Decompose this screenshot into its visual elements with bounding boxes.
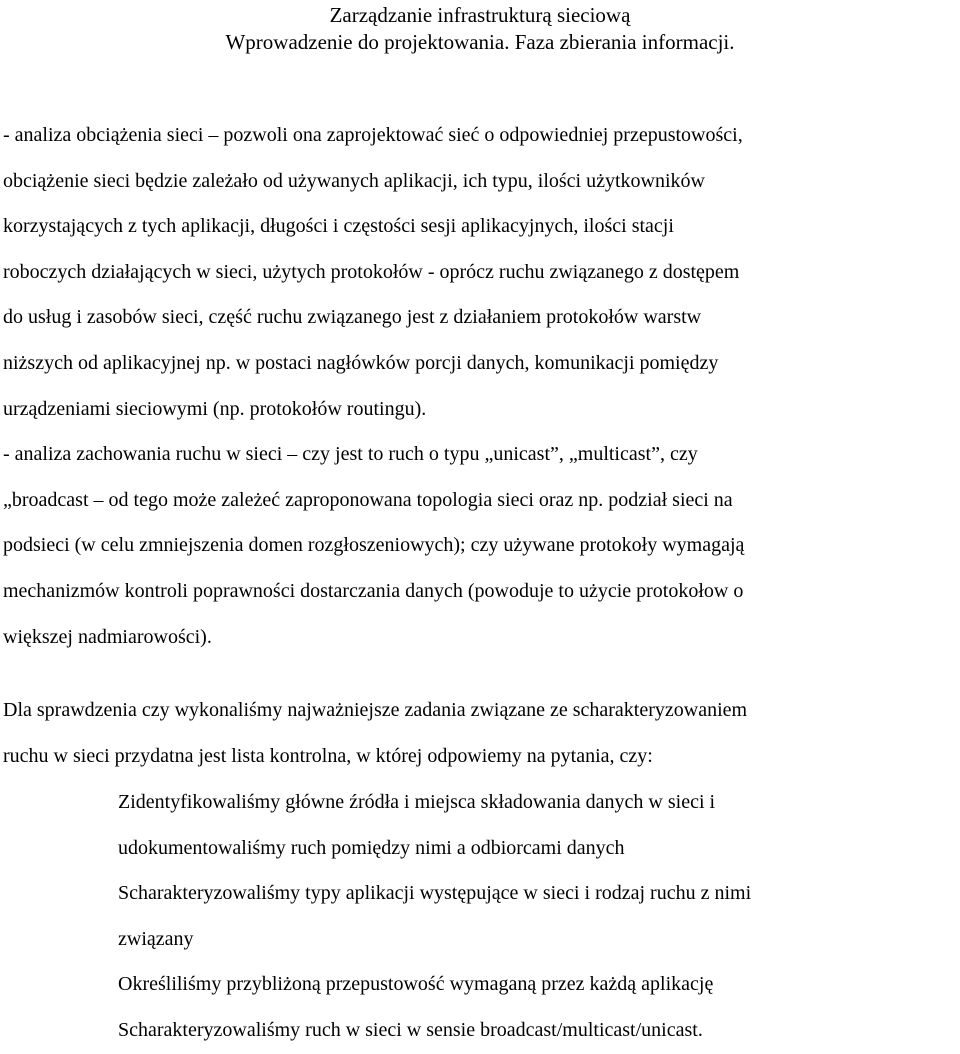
- document-title: Zarządzanie infrastrukturą sieciową: [329, 3, 631, 27]
- text-line: mechanizmów kontroli poprawności dostarczania danych (powoduje to użycie protokołow o: [3, 579, 744, 602]
- text-line: większej nadmiarowości).: [3, 625, 212, 648]
- text-line: urządzeniami sieciowymi (np. protokołów routingu).: [3, 397, 427, 420]
- text-line: ruchu w sieci przydatna jest lista kontrolna, w której odpowiemy na pytania, czy:: [3, 744, 653, 767]
- checklist-item: udokumentowaliśmy ruch pomiędzy nimi a odbiorcami danych: [118, 836, 625, 859]
- text-line: korzystających z tych aplikacji, długości i częstości sesji aplikacyjnych, ilości stacji: [3, 215, 674, 238]
- text-line: do usług i zasobów sieci, część ruchu związanego jest z działaniem protokołów warstw: [3, 306, 702, 329]
- analysis-paragraph: [3, 113, 957, 660]
- text-line: roboczych działających w sieci, użytych protokołów - oprócz ruchu związanego z dostępem: [3, 260, 740, 283]
- text-line: obciążenie sieci będzie zależało od używanych aplikacji, ich typu, ilości użytkowników: [3, 169, 705, 192]
- text-line: Dla sprawdzenia czy wykonaliśmy najważniejsze zadania związane ze scharakteryzowaniem: [3, 699, 748, 721]
- checklist-item: związany: [118, 927, 194, 950]
- text-line: niższych od aplikacyjnej np. w postaci nagłówków porcji danych, komunikacji pomiędzy: [3, 351, 719, 374]
- document-subtitle: Wprowadzenie do projektowania. Faza zbierania informacji.: [225, 30, 735, 54]
- document-header: [0, 0, 960, 56]
- checklist-intro-paragraph: [3, 688, 957, 779]
- checklist-item: Scharakteryzowaliśmy typy aplikacji występujące w sieci i rodzaj ruchu z nimi: [118, 882, 752, 905]
- text-line: - analiza obciążenia sieci – pozwoli ona zaprojektować sieć o odpowiedniej przepustowości,: [3, 124, 743, 146]
- checklist-item: Określiliśmy przybliżoną przepustowość wymaganą przez każdą aplikację: [118, 973, 714, 996]
- text-line: podsieci (w celu zmniejszenia domen rozgłoszeniowych); czy używane protokoły wymagają: [3, 534, 745, 557]
- text-line: - analiza zachowania ruchu w sieci – czy jest to ruch o typu „unicast”, „multicast”, czy: [3, 443, 698, 466]
- checklist: [118, 780, 751, 1054]
- checklist-item: Scharakteryzowaliśmy ruch w sieci w sensie broadcast/multicast/unicast.: [118, 1018, 703, 1041]
- checklist-item: Zidentyfikowaliśmy główne źródła i miejsca składowania danych w sieci i: [118, 791, 716, 813]
- text-line: „broadcast – od tego może zależeć zaproponowana topologia sieci oraz np. podział sieci na: [3, 488, 733, 511]
